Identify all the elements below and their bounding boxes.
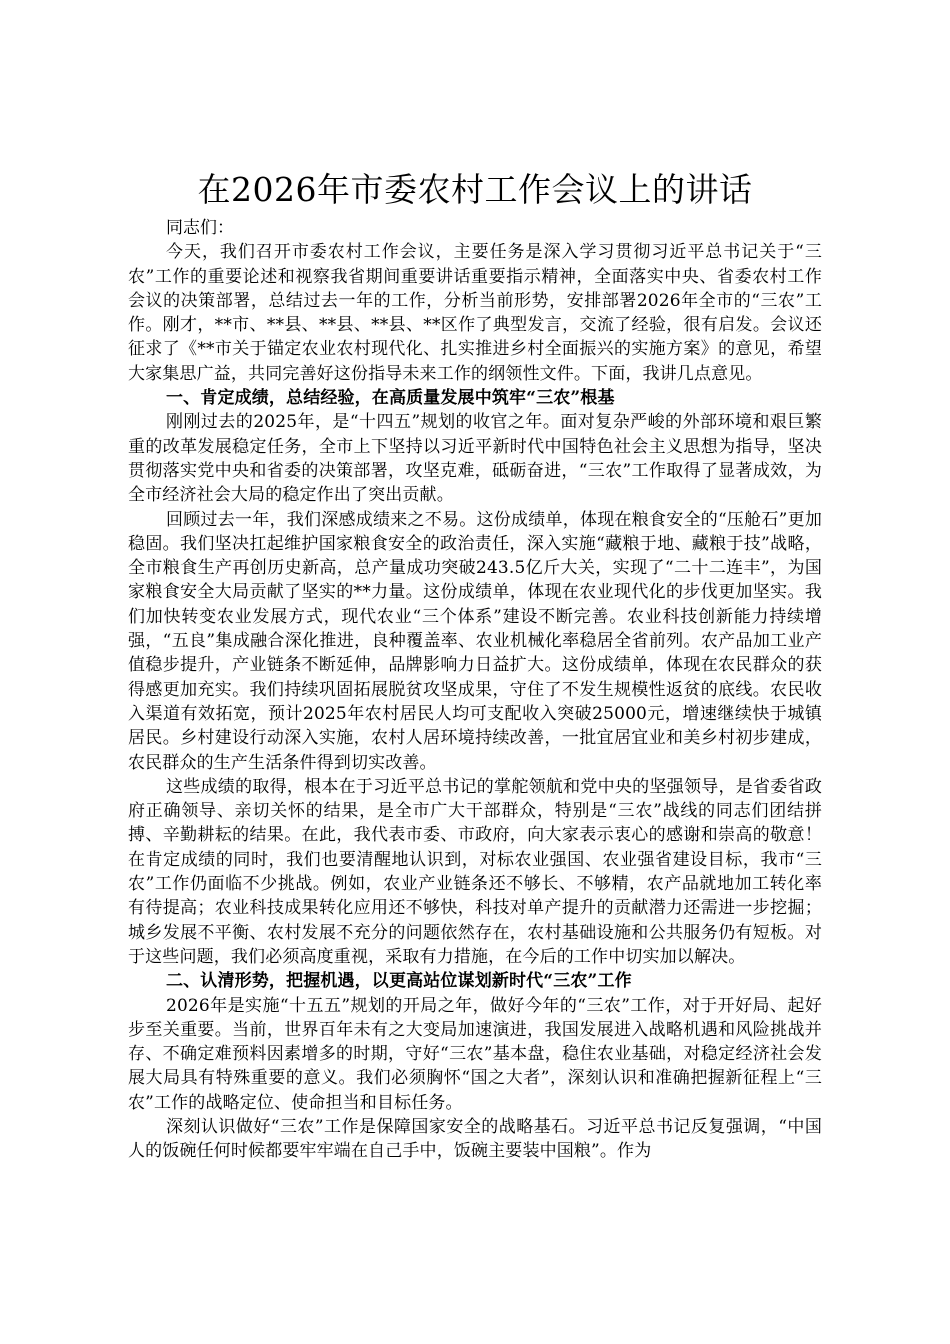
paragraph-reasons-and-challenges: 这些成绩的取得，根本在于习近平总书记的掌舵领航和党中央的坚强领导，是省委省政府正确领导、亲切关怀的结果，是全市广大干部群众，特别是“三农”战线的同志们团结拼搏、辛勤耕耘的结果。在此，我代表市委、市政府，向大家表示衷心的感谢和崇高的敬意！在肯定成绩的同时，我们也要清醒地认识到，对标农业强国、农业强省建设目标，我市“三农”工作仍面临不少挑战。例如，农业产业链条还不够长、不够精，农产品就地加工转化率有待提高；农业科技成果转化应用还不够快，科技对单产提升的贡献潜力还需进一步挖掘；城乡发展不平衡、农村发展不充分的问题依然存在，农村基础设施和公共服务仍有短板。对于这些问题，我们必须高度重视，采取有力措施，在今后的工作中切实加以解决。 [128,776,822,967]
paragraph-2025-review: 刚刚过去的2025年，是“十四五”规划的收官之年。面对复杂严峻的外部环境和艰巨繁重的改革发展稳定任务，全市上下坚持以习近平新时代中国特色社会主义思想为指导，坚决贯彻落实党中央和省委的决策部署，攻坚克难，砥砺奋进，“三农”工作取得了显著成效，为全市经济社会大局的稳定作出了突出贡献。 [128,412,822,506]
document-body [128,168,822,1164]
paragraph-national-security: 深刻认识做好“三农”工作是保障国家安全的战略基石。习近平总书记反复强调，“中国人的饭碗任何时候都要牢牢端在自己手中，饭碗主要装中国粮”。作为 [128,1116,822,1162]
paragraph-intro: 今天，我们召开市委农村工作会议，主要任务是深入学习贯彻习近平总书记关于“三农”工作的重要论述和视察我省期间重要讲话重要指示精神，全面落实中央、省委农村工作会议的决策部署，总结过去一年的工作，分析当前形势，安排部署2026年全市的“三农”工作。刚才，**市、**县、**县、**县、**区作了典型发言，交流了经验，很有启发。会议还征求了《**市关于锚定农业农村现代化、扎实推进乡村全面振兴的实施方案》的意见，希望大家集思广益，共同完善好这份指导未来工作的纲领性文件。下面，我讲几点意见。 [128,242,822,384]
document-title: 在2026年市委农村工作会议上的讲话 [197,170,753,209]
paragraph-2026-situation: 2026年是实施“十五五”规划的开局之年，做好今年的“三农”工作，对于开好局、起好步至关重要。当前，世界百年未有之大变局加速演进，我国发展进入战略机遇和风险挑战并存、不确定难预料因素增多的时期，守好“三农”基本盘，稳住农业基础，对稳定经济社会发展大局具有特殊重要的意义。我们必须胸怀“国之大者”，深刻认识和准确把握新征程上“三农”工作的战略定位、使命担当和目标任务。 [128,995,822,1113]
section-heading-1: 一、肯定成绩，总结经验，在高质量发展中筑牢“三农”根基 [166,388,615,409]
paragraph-achievements: 回顾过去一年，我们深感成绩来之不易。这份成绩单，体现在粮食安全的“压舱石”更加稳固。我们坚决扛起维护国家粮食安全的政治责任，深入实施“藏粮于地、藏粮于技”战略，全市粮食生产再创历史新高，总产量成功突破243.5亿斤大关，实现了“二十二连丰”，为国家粮食安全大局贡献了坚实的**力量。这份成绩单，体现在农业现代化的步伐更加坚实。我们加快转变农业发展方式，现代农业“三个体系”建设不断完善。农业科技创新能力持续增强，“五良”集成融合深化推进，良种覆盖率、农业机械化率稳居全省前列。农产品加工业产值稳步提升，产业链条不断延伸，品牌影响力日益扩大。这份成绩单，体现在农民群众的获得感更加充实。我们持续巩固拓展脱贫攻坚成果，守住了不发生规模性返贫的底线。农民收入渠道有效拓宽，预计2025年农村居民人均可支配收入突破25000元，增速继续快于城镇居民。乡村建设行动深入实施，农村人居环境持续改善，一批宜居宜业和美乡村初步建成，农民群众的生产生活条件得到切实改善。 [128,509,822,773]
section-heading-2: 二、认清形势，把握机遇，以更高站位谋划新时代“三农”工作 [166,971,632,992]
salutation: 同志们： [166,218,234,238]
